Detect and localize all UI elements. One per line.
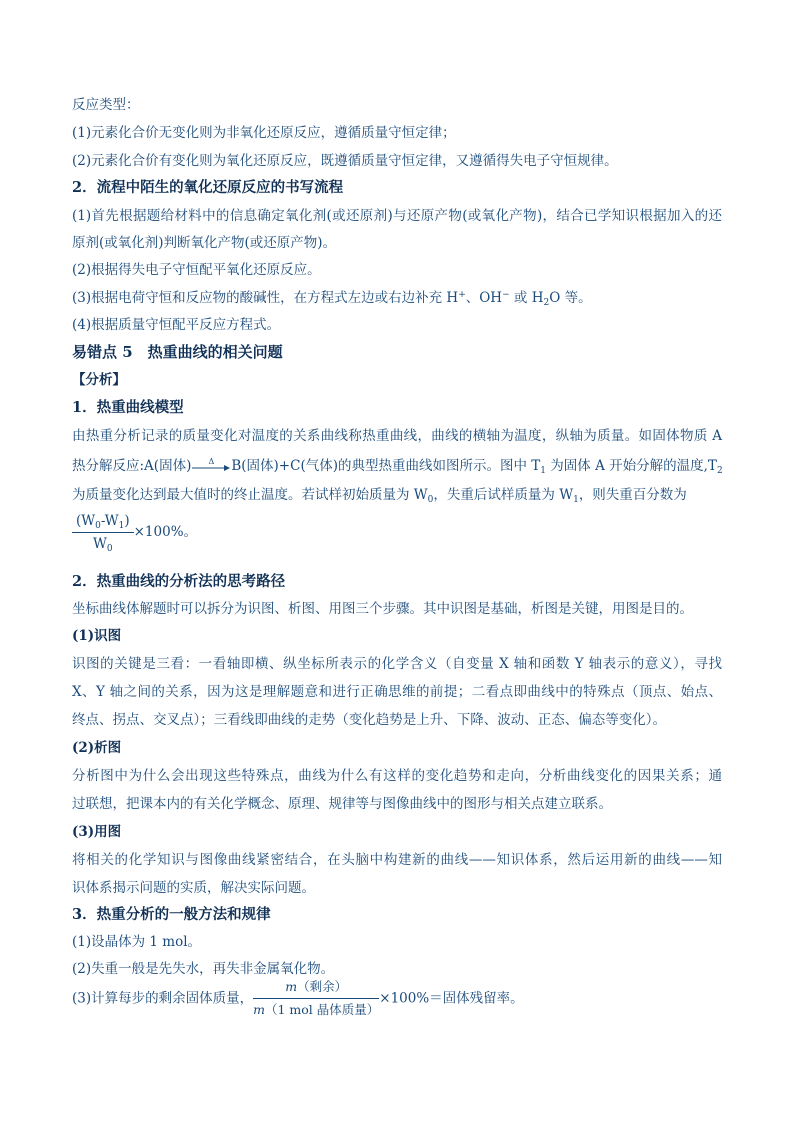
rule-2-text: (2)元素化合价有变化则为氧化还原反应，既遵循质量守恒定律，又遵循得失电子守恒规律。 <box>72 153 618 169</box>
heat-arrow-icon: Δ <box>191 461 231 473</box>
reaction-type-label: 反应类型： <box>72 97 140 113</box>
residue-rate-fraction: $\frac{\text{m（剩余）}}{\text{m（1 mol 晶体质量）}}$ <box>253 979 380 1017</box>
tg-model-line-1: 由热重分析记录的质量变化对温度的关系曲线称热重曲线，曲线的横轴为温度，纵轴为质量。如固体物质 A <box>72 428 722 444</box>
read-graph-line-1: 识图的关键是三看：一看轴即横、纵坐标所表示的化学含义（自变量 X 轴和函数 Y 轴表示的意义），寻找 <box>72 656 722 672</box>
method-rule-1: (1)设晶体为 1 mol。 <box>72 934 202 950</box>
method-rule-2: (2)失重一般是先失水，再失非金属氧化物。 <box>72 961 335 977</box>
analyze-graph-line-1: 分析图中为什么会出现这些特殊点，曲线为什么有这样的变化趋势和走向，分析曲线变化的因果关系；通 <box>72 768 722 784</box>
analysis-path-heading: 2．热重曲线的分析法的思考路径 <box>72 573 286 590</box>
tg-model-line-2: 热分解反应:A(固体) Δ B(固体)+C(气体)的典型热重曲线如图所示。图中 $T_1$ 为固体 A 开始分解的温度$,T_2$ <box>72 456 723 476</box>
analyze-graph-heading: (2)析图 <box>72 740 122 756</box>
analysis-path-intro: 坐标曲线体解题时可以拆分为识图、析图、用图三个步骤。其中识图是基础，析图是关键，用图是目的。 <box>72 601 693 617</box>
read-graph-line-3: 终点、拐点、交叉点）；三看线即曲线的走势（变化趋势是上升、下降、波动、正态、偏态等变化）。 <box>72 712 666 728</box>
weight-loss-fraction: $\frac{(W_0-W_1)}{W_0}$ <box>72 512 134 553</box>
tg-model-line-3: 为质量变化达到最大值时的终止温度。若试样初始质量为 $W_0$，失重后试样质量为 $W_1$，则失重百分数为 <box>72 487 687 505</box>
step-1-line-2: 原剂(或氧化剂)判断氧化产物(或还原产物)。 <box>72 235 337 251</box>
tg-model-heading: 1．热重曲线模型 <box>72 399 184 416</box>
error-point-5-title: 易错点 5 热重曲线的相关问题 <box>72 343 283 361</box>
read-graph-line-2: X、Y 轴之间的关系，因为这是理解题意和进行正确思维的前提；二看点即曲线中的特殊点（顶点、始点、 <box>72 684 722 700</box>
use-graph-line-2: 识体系揭示问题的实质，解决实际问题。 <box>72 880 315 896</box>
analyze-graph-line-2: 过联想，把课本内的有关化学概念、原理、规律等与图像曲线中的图形与相关点建立联系。 <box>72 796 612 812</box>
step-3-text: (3)根据电荷守恒和反应物的酸碱性，在方程式左边或右边补充 H+、OH− 或 $H_2O$ 等。 <box>72 290 592 308</box>
tg-method-heading: 3．热重分析的一般方法和规律 <box>72 906 271 923</box>
read-graph-heading: (1)识图 <box>72 628 122 644</box>
step-4-text: (4)根据质量守恒配平反应方程式。 <box>72 317 281 333</box>
use-graph-line-1: 将相关的化学知识与图像曲线紧密结合，在头脑中构建新的曲线——知识体系，然后运用新的曲线——知 <box>72 852 722 868</box>
step-2-text: (2)根据得失电子守恒配平氧化还原反应。 <box>72 262 321 278</box>
weight-loss-formula: $\frac{(W_0-W_1)}{W_0}$ ×100%。 <box>72 512 197 553</box>
section-2-heading: 2．流程中陌生的氧化还原反应的书写流程 <box>72 179 344 196</box>
rule-1-text: (1)元素化合价无变化则为非氧化还原反应，遵循质量守恒定律； <box>72 125 456 141</box>
step-1-line-1: (1)首先根据题给材料中的信息确定氧化剂(或还原剂)与还原产物(或氧化产物)，结合已学知识根据加入的还 <box>72 208 722 224</box>
use-graph-heading: (3)用图 <box>72 824 122 840</box>
analysis-label: 【分析】 <box>72 372 126 388</box>
method-rule-3: (3)计算每步的剩余固体质量， $\frac{\text{m（剩余）}}{\text{m（1 mol 晶体质量）}}$ ×100%＝固体残留率。 <box>72 979 524 1017</box>
